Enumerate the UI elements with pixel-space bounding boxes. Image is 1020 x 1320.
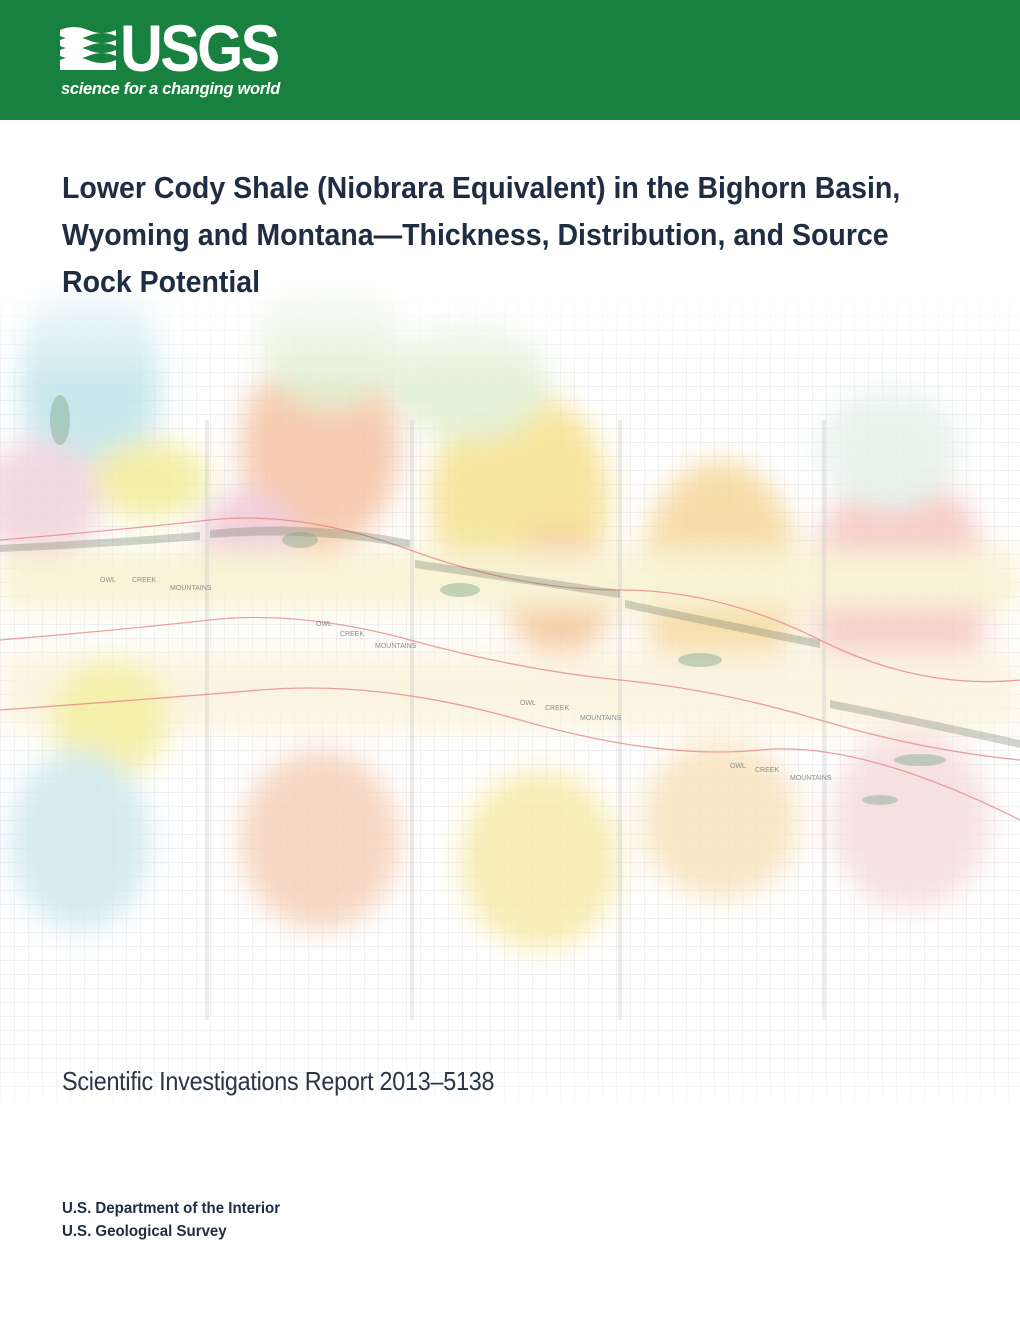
map-label-owl: OWL bbox=[520, 700, 536, 707]
survey-name: U.S. Geological Survey bbox=[62, 1223, 227, 1240]
map-label-creek: CREEK bbox=[132, 577, 157, 584]
map-label-owl: OWL bbox=[100, 577, 116, 584]
usgs-header-banner bbox=[0, 0, 1020, 120]
usgs-wave-icon bbox=[60, 22, 116, 70]
report-number: Scientific Investigations Report 2013–5138 bbox=[62, 1066, 495, 1096]
map-label-creek: CREEK bbox=[545, 705, 570, 712]
map-label-creek: CREEK bbox=[755, 767, 780, 774]
usgs-tagline: science for a changing world bbox=[61, 80, 280, 98]
map-label-mountains: MOUNTAINS bbox=[790, 775, 832, 782]
map-label-owl: OWL bbox=[316, 621, 332, 628]
map-label-owl: OWL bbox=[730, 763, 746, 770]
map-label-mountains: MOUNTAINS bbox=[375, 643, 417, 650]
report-title: Lower Cody Shale (Niobrara Equivalent) in the Bighorn Basin, Wyoming and Montana—Thickness, Distribution, and Source Rock Potential bbox=[62, 170, 901, 299]
usgs-logo[interactable] bbox=[60, 11, 290, 104]
map-label-mountains: MOUNTAINS bbox=[170, 585, 212, 592]
usgs-logo-text: USGS bbox=[120, 11, 278, 85]
department-name: U.S. Department of the Interior bbox=[62, 1200, 281, 1217]
map-label-mountains: MOUNTAINS bbox=[580, 715, 622, 722]
map-label-creek: CREEK bbox=[340, 631, 365, 638]
